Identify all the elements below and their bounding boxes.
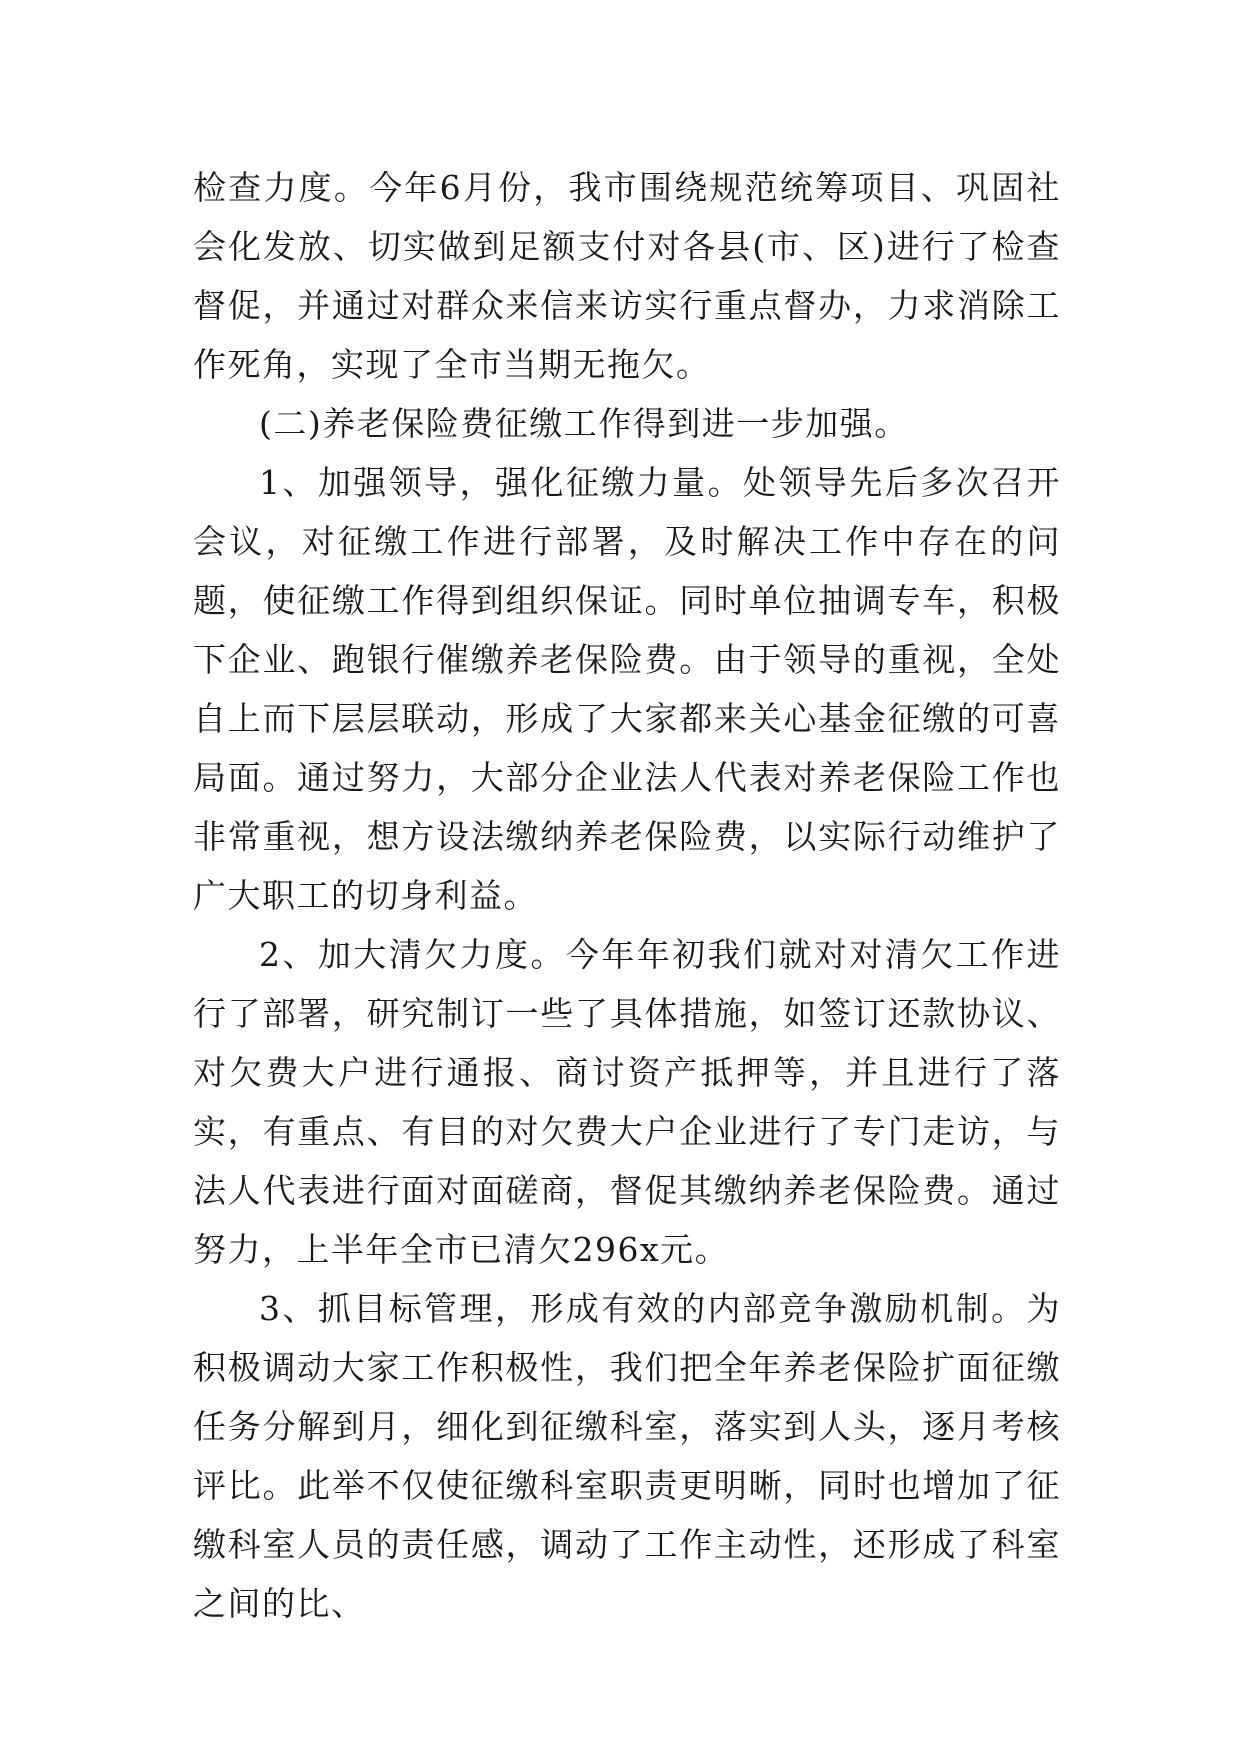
paragraph-inspection: 检查力度。今年6月份，我市围绕规范统筹项目、巩固社会化发放、切实做到足额支付对各县(市、区)进行了检查督促，并通过对群众来信来访实行重点督办，力求消除工作死角，实现了全市当期无拖欠。 [193,168,1061,384]
document-body [193,158,1061,1633]
section-heading-pension-collection: (二)养老保险费征缴工作得到进一步加强。 [259,404,909,443]
paragraph-item-2-arrears: 2、加大清欠力度。今年年初我们就对对清欠工作进行了部署，研究制订一些了具体措施，如签订还款协议、对欠费大户进行通报、商讨资产抵押等，并且进行了落实，有重点、有目的对欠费大户企业进行了专门走访，与法人代表进行面对面磋商，督促其缴纳养老保险费。通过努力，上半年全市已清欠296x元。 [193,935,1061,1269]
paragraph-item-3-target-management: 3、抓目标管理，形成有效的内部竞争激励机制。为积极调动大家工作积极性，我们把全年养老保险扩面征缴任务分解到月，细化到征缴科室，落实到人头，逐月考核评比。此举不仅使征缴科室职责更明晰，同时也增加了征缴科室人员的责任感，调动了工作主动性，还形成了科室之间的比、 [193,1289,1061,1623]
paragraph-item-1-leadership: 1、加强领导，强化征缴力量。处领导先后多次召开会议，对征缴工作进行部署，及时解决工作中存在的问题，使征缴工作得到组织保证。同时单位抽调专车，积极下企业、跑银行催缴养老保险费。由于领导的重视，全处自上而下层层联动，形成了大家都来关心基金征缴的可喜局面。通过努力，大部分企业法人代表对养老保险工作也非常重视，想方设法缴纳养老保险费，以实际行动维护了广大职工的切身利益。 [193,463,1061,915]
